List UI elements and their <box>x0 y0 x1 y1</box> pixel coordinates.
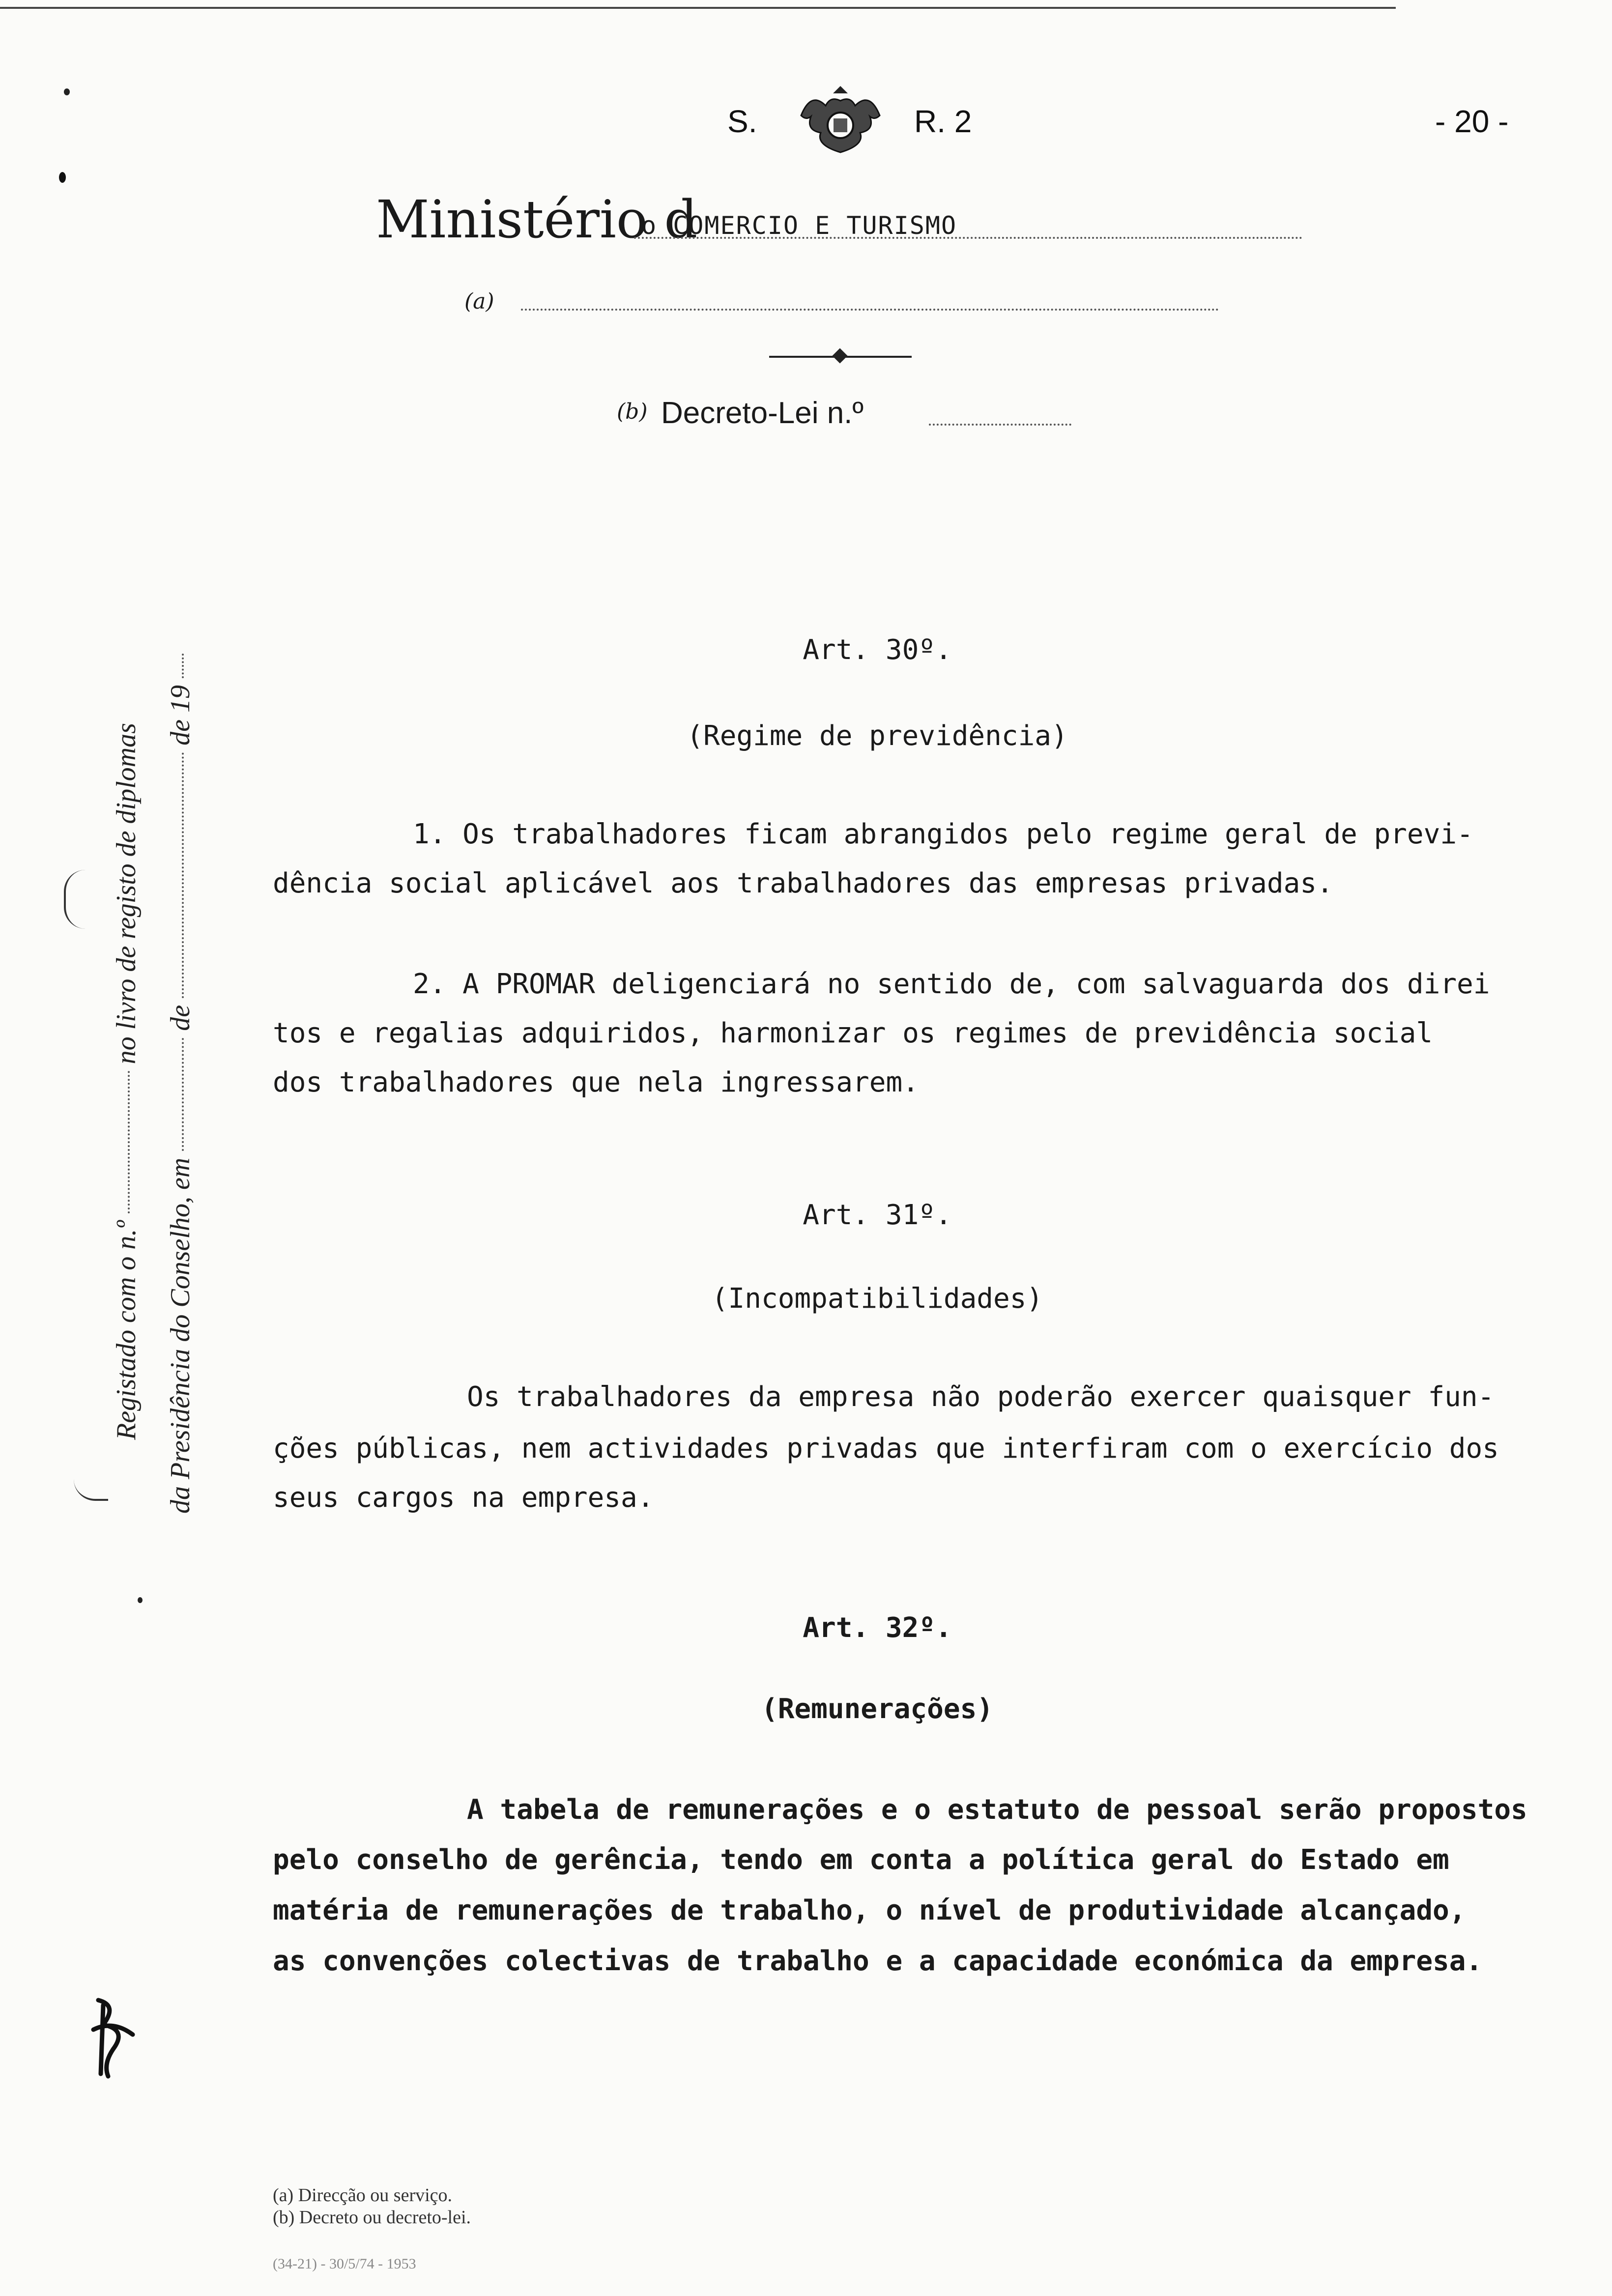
article-line: 2. A PROMAR deligenciará no sentido de, com salvaguarda dos direi <box>413 968 1490 1000</box>
margin-note-line1 <box>111 723 142 1440</box>
top-rule <box>0 7 1396 9</box>
ministerio-name: o COMERCIO E TURISMO <box>641 211 957 240</box>
separator-diamond-icon <box>832 348 847 363</box>
print-code: (34-21) - 30/5/74 - 1953 <box>273 2256 416 2272</box>
decreto-label: Decreto-Lei n.º <box>661 396 864 430</box>
article-line: tos e regalias adquiridos, harmonizar os regimes de previdência social <box>273 1017 1433 1049</box>
handwritten-initials-icon <box>84 1995 143 2079</box>
article-subtitle: (Remunerações) <box>761 1693 993 1725</box>
article-subtitle: (Incompatibilidades) <box>711 1283 1043 1315</box>
margin-note-text: da Presidência do Conselho, em <box>165 1157 196 1514</box>
margin-speck <box>138 1597 143 1603</box>
ministerio-label: Ministério d <box>376 189 698 250</box>
margin-note-text: Registado com o n.º <box>111 1220 142 1440</box>
decreto-dotted-line <box>929 424 1071 426</box>
article-line: matéria de remunerações de trabalho, o nível de produtividade alcançado, <box>273 1894 1466 1926</box>
series-right: R. 2 <box>914 104 972 139</box>
decreto-marker: (b) <box>617 399 648 424</box>
article-line: A tabela de remunerações e o estatuto de pessoal serão propostos <box>467 1794 1527 1826</box>
direccao-marker: (a) <box>464 289 494 314</box>
article-line: as convenções colectivas de trabalho e a capacidade económica da empresa. <box>273 1945 1483 1977</box>
margin-note-text: de <box>165 1004 196 1031</box>
direccao-dotted-line <box>521 309 1219 311</box>
article-title: Art. 31º. <box>803 1199 952 1231</box>
article-subtitle: (Regime de previdência) <box>687 720 1068 752</box>
margin-bracket <box>64 870 86 929</box>
article-line: dência social aplicável aos trabalhadores das empresas privadas. <box>273 867 1333 899</box>
margin-speck <box>59 172 66 183</box>
article-line: pelo conselho de gerência, tendo em conta a política geral do Estado em <box>273 1844 1449 1876</box>
margin-note-dots <box>128 1071 130 1213</box>
article-line: ções públicas, nem actividades privadas que interfiram com o exercício dos <box>273 1433 1499 1464</box>
series-left: S. <box>727 104 757 139</box>
margin-note-text: de 19 <box>165 685 196 746</box>
page-number: - 20 - <box>1435 104 1509 139</box>
article-line: seus cargos na empresa. <box>273 1482 654 1514</box>
margin-note-dots <box>182 1038 184 1151</box>
article-line: Os trabalhadores da empresa não poderão exercer quaisquer fun- <box>467 1381 1495 1413</box>
article-line: 1. Os trabalhadores ficam abrangidos pelo regime geral de previ- <box>413 818 1473 850</box>
margin-note-dots <box>182 752 184 998</box>
margin-speck <box>64 88 70 95</box>
footnote-a: (a) Direcção ou serviço. <box>273 2185 453 2206</box>
article-title: Art. 30º. <box>803 634 952 666</box>
coat-of-arms-icon <box>791 86 890 160</box>
margin-note-text: no livro de registo de diplomas <box>111 723 142 1064</box>
footnote-b: (b) Decreto ou decreto-lei. <box>273 2207 471 2228</box>
margin-note-line2 <box>165 654 196 1514</box>
margin-bracket <box>74 1479 108 1501</box>
article-title: Art. 32º. <box>803 1612 952 1644</box>
article-line: dos trabalhadores que nela ingressarem. <box>273 1066 919 1098</box>
ministerio-dotted-line <box>634 237 1302 239</box>
